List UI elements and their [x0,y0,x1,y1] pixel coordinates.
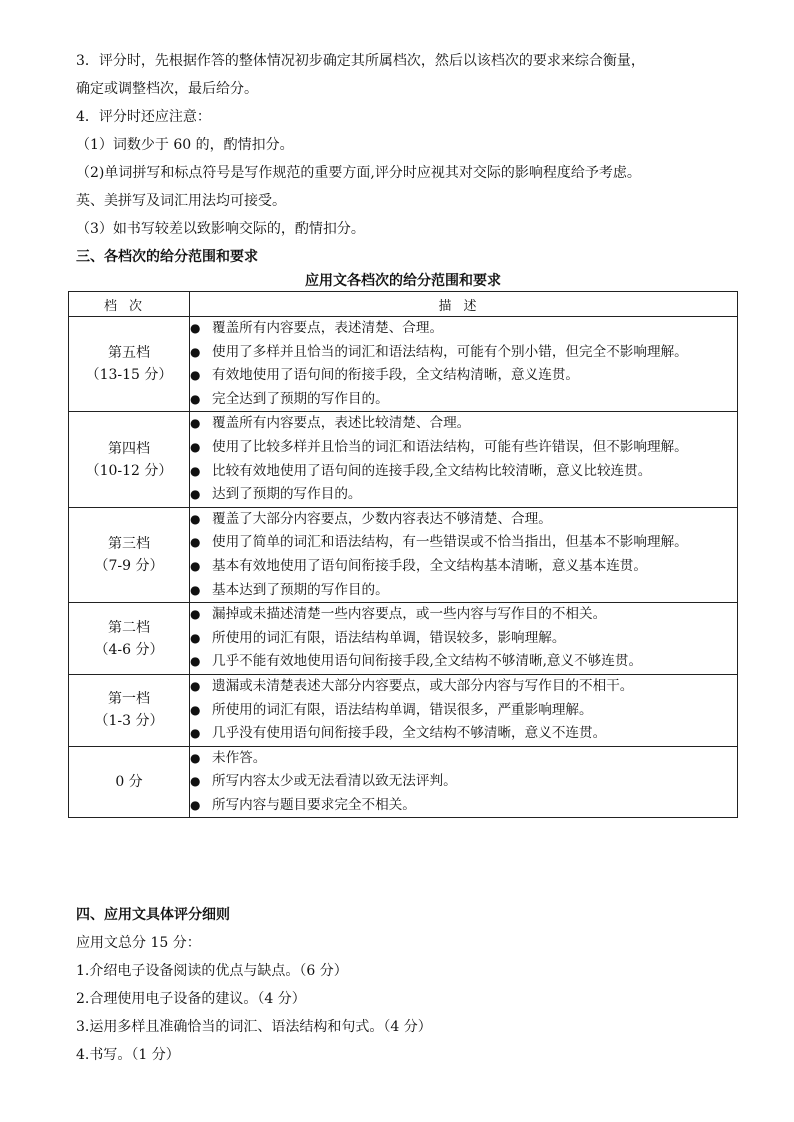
criterion-text: 所使用的词汇有限，语法结构单调，错误很多，严重影响理解。 [212,701,593,718]
criterion-text: 完全达到了预期的写作目的。 [212,390,389,407]
criterion-item [190,508,737,532]
grade-level-cell [69,412,190,507]
criterion-item [190,555,737,579]
grade-description-cell [190,507,738,602]
grade-level-cell [69,317,190,412]
grade-level-cell [69,507,190,602]
scoring-line-1: 应用文总分 15 分： [76,935,201,951]
criterion-item [190,460,737,484]
criterion-item [190,794,737,818]
criterion-item [190,483,737,507]
scoring-line-2: 1.介绍电子设备阅读的优点与缺点。（6 分） [76,963,348,979]
criterion-text: 使用了多样并且恰当的词汇和语法结构，可能有个别小错，但完全不影响理解。 [212,343,688,360]
criterion-item [190,770,737,794]
bullet-icon: ● [190,321,201,335]
grade-level-range: （1-3 分） [94,713,164,730]
bullet-icon: ● [190,630,201,645]
criterion-text: 未作答。 [212,749,267,766]
grade-description-cell [190,674,738,746]
grade-level-name: 第三档 [108,535,150,552]
criterion-item [190,603,737,627]
criterion-item [190,675,737,699]
criterion-item [190,747,737,771]
grading-table [68,291,738,818]
criterion-item [190,627,737,651]
grade-row [69,317,738,412]
grade-row [69,746,738,818]
grade-row [69,603,738,675]
criterion-item [190,650,737,674]
grade-level-cell [69,674,190,746]
grade-description-cell [190,317,738,412]
criterion-item [190,341,737,365]
criterion-text: 基本有效地使用了语句间衔接手段，全文结构基本清晰，意义基本连贯。 [212,557,647,574]
criterion-text: 几乎没有使用语句间衔接手段，全文结构不够清晰，意义不连贯。 [212,725,607,742]
bullet-icon: ● [190,607,201,622]
bullet-icon: ● [190,439,201,454]
criterion-text: 有效地使用了语句间的衔接手段，全文结构清晰，意义连贯。 [212,367,580,384]
intro-line-1: 3．评分时，先根据作答的整体情况初步确定其所属档次，然后以该档次的要求来综合衡量， [76,53,645,69]
grade-level-name: 第五档 [108,345,150,362]
intro-line-5: （2)单词拼写和标点符号是写作规范的重要方面,评分时应视其对交际的影响程度给予考虑。 [76,165,641,181]
criterion-text: 覆盖了大部分内容要点，少数内容表达不够清楚、合理。 [212,510,552,527]
grade-level-cell [69,746,190,818]
grade-row [69,507,738,602]
bullet-icon: ● [190,511,201,526]
grade-description-cell [190,603,738,675]
grade-description-cell [190,746,738,818]
criterion-text: 所写内容太少或无法看清以致无法评判。 [212,773,457,790]
criterion-text: 比较有效地使用了语句间的连接手段,全文结构比较清晰，意义比较连贯。 [212,462,652,479]
intro-line-7: （3）如书写较差以致影响交际的，酌情扣分。 [76,221,365,237]
grade-level-name: 第一档 [108,691,150,708]
criterion-text: 覆盖所有内容要点，表述比较清楚、合理。 [212,415,471,432]
bullet-icon: ● [190,774,201,789]
grade-row [69,412,738,507]
bullet-icon: ● [190,678,201,693]
criterion-text: 覆盖所有内容要点，表述清楚、合理。 [212,320,444,336]
grade-row [69,674,738,746]
bullet-icon: ● [190,391,201,406]
criterion-text: 所使用的词汇有限，语法结构单调，错误较多，影响理解。 [212,629,566,646]
scoring-line-4: 3.运用多样且准确恰当的词汇、语法结构和句式。（4 分） [76,1019,432,1035]
intro-line-2: 确定或调整档次，最后给分。 [76,81,258,97]
bullet-icon: ● [190,344,201,359]
bullet-icon: ● [190,463,201,478]
criterion-item [190,436,737,460]
intro-line-3: 4．评分时还应注意： [76,109,211,125]
intro-line-6: 英、美拼写及词汇用法均可接受。 [76,193,286,209]
grade-level-name: 0 分 [115,774,143,791]
scoring-line-3: 2.合理使用电子设备的建议。（4 分） [76,991,306,1007]
criterion-text: 几乎不能有效地使用语句间衔接手段,全文结构不够清晰,意义不够连贯。 [212,653,643,670]
scoring-line-5: 4.书写。（1 分） [76,1047,180,1063]
intro-line-4: （1）词数少于 60 的，酌情扣分。 [76,137,294,153]
bullet-icon: ● [190,797,201,812]
grade-level-name: 第二档 [108,619,150,636]
grade-description-cell [190,412,738,507]
bullet-icon: ● [190,654,201,669]
criterion-item [190,317,737,341]
grade-level-range: （7-9 分） [94,557,164,574]
bullet-icon: ● [190,368,201,383]
criterion-item [190,388,737,412]
bullet-icon: ● [190,582,201,597]
criterion-item [190,412,737,436]
bullet-icon: ● [190,416,201,431]
criterion-item [190,579,737,603]
bullet-icon: ● [190,558,201,573]
bullet-icon: ● [190,750,201,765]
bullet-icon: ● [190,535,201,550]
grade-level-range: （13-15 分） [85,367,173,384]
grade-level-cell [69,603,190,675]
criterion-text: 遗漏或未清楚表述大部分内容要点，或大部分内容与写作目的不相干。 [212,677,634,694]
header-level: 档次 [69,292,190,317]
table-header-row [69,292,738,317]
grade-level-name: 第四档 [108,440,150,457]
section-4-heading: 四、应用文具体评分细则 [76,907,230,923]
bullet-icon: ● [190,726,201,741]
criterion-item [190,364,737,388]
table-body [69,317,738,818]
criterion-text: 基本达到了预期的写作目的。 [212,581,389,598]
criterion-item [190,531,737,555]
criterion-text: 漏掉或未描述清楚一些内容要点，或一些内容与写作目的不相关。 [212,606,607,623]
criterion-text: 使用了简单的词汇和语法结构，有一些错误或不恰当指出，但基本不影响理解。 [212,534,688,551]
bullet-icon: ● [190,487,201,502]
section-3-heading: 三、各档次的给分范围和要求 [76,249,258,265]
criterion-text: 使用了比较多样并且恰当的词汇和语法结构，可能有些许错误，但不影响理解。 [212,438,688,455]
grade-level-range: （4-6 分） [94,641,164,658]
criterion-text: 达到了预期的写作目的。 [212,486,362,503]
criterion-text: 所写内容与题目要求完全不相关。 [212,796,416,813]
grade-level-range: （10-12 分） [85,462,173,479]
header-description: 描述 [190,292,738,317]
bullet-icon: ● [190,702,201,717]
table-title: 应用文各档次的给分范围和要求 [305,273,501,289]
criterion-item [190,699,737,723]
criterion-item [190,722,737,746]
